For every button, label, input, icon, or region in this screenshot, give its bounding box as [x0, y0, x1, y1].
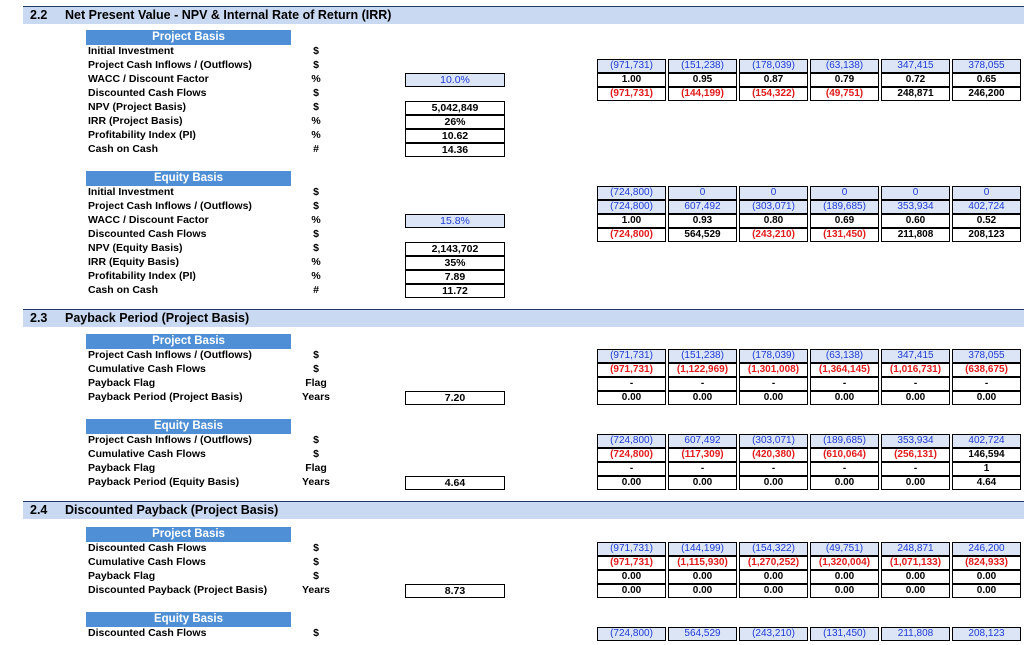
data-cell[interactable]: 0.00 [668, 391, 737, 405]
payback-project-period-row [597, 391, 1021, 404]
section-title: Payback Period (Project Basis) [65, 311, 250, 325]
npv-project-basis-header: Project Basis [86, 30, 291, 45]
data-cell[interactable]: (243,210) [739, 228, 808, 242]
row-unit: $ [313, 87, 319, 99]
row-unit: % [311, 129, 321, 141]
data-cell[interactable]: (49,751) [810, 542, 879, 556]
data-cell[interactable]: (189,685) [810, 434, 879, 448]
data-cell[interactable]: (144,199) [668, 542, 737, 556]
data-cell[interactable]: 0.00 [881, 476, 950, 490]
data-cell[interactable]: (971,731) [597, 556, 666, 570]
data-cell[interactable]: - [668, 377, 737, 391]
row-label: Cumulative Cash Flows [88, 556, 206, 568]
data-cell[interactable]: 378,055 [952, 349, 1021, 363]
data-cell[interactable]: - [668, 462, 737, 476]
row-unit: Flag [305, 377, 327, 389]
data-cell[interactable]: 0 [668, 186, 737, 200]
data-cell[interactable]: 0 [810, 186, 879, 200]
row-unit: Years [301, 476, 331, 488]
row-unit: $ [313, 200, 319, 212]
row-unit: % [311, 270, 321, 282]
npv-project-factors-row [597, 73, 1021, 86]
data-cell[interactable]: 146,594 [952, 448, 1021, 462]
row-label: Project Cash Inflows / (Outflows) [88, 59, 252, 71]
npv-equity-wacc-input[interactable]: 15.8% [405, 214, 505, 228]
data-cell[interactable]: 1.00 [597, 73, 666, 87]
data-cell[interactable]: - [881, 377, 950, 391]
data-cell[interactable]: 248,871 [881, 542, 950, 556]
data-cell[interactable]: (189,685) [810, 200, 879, 214]
payback-equity-inflows-row [597, 434, 1021, 447]
data-cell[interactable]: (144,199) [668, 87, 737, 101]
data-cell[interactable]: 0.00 [952, 584, 1021, 598]
data-cell[interactable]: 1.00 [597, 214, 666, 228]
section-header-discounted-payback [23, 501, 1024, 519]
data-cell[interactable]: (63,138) [810, 59, 879, 73]
npv-project-discounted-row [597, 87, 1021, 100]
data-cell[interactable]: (154,322) [739, 542, 808, 556]
payback-equity-period-value: 4.64 [405, 476, 505, 490]
row-label: NPV (Equity Basis) [88, 242, 183, 254]
data-cell[interactable]: - [810, 377, 879, 391]
dpayback-project-period-row [597, 584, 1021, 597]
data-cell[interactable]: (1,270,252) [739, 556, 808, 570]
row-label: Cumulative Cash Flows [88, 363, 206, 375]
data-cell[interactable]: 607,492 [668, 434, 737, 448]
data-cell[interactable]: 0.00 [810, 476, 879, 490]
data-cell[interactable]: 347,415 [881, 349, 950, 363]
data-cell[interactable]: 0.65 [952, 73, 1021, 87]
data-cell[interactable]: - [952, 377, 1021, 391]
data-cell[interactable]: - [810, 462, 879, 476]
data-cell[interactable]: 0.00 [597, 570, 666, 584]
row-label: Payback Period (Equity Basis) [88, 476, 240, 488]
data-cell[interactable]: (971,731) [597, 363, 666, 377]
row-unit: $ [313, 434, 319, 446]
data-cell[interactable]: (724,800) [597, 434, 666, 448]
dpayback-project-period-value: 8.73 [405, 584, 505, 598]
payback-equity-basis-header: Equity Basis [86, 419, 291, 434]
payback-equity-cumulative-row [597, 448, 1021, 461]
row-unit: $ [313, 45, 319, 57]
npv-equity-coc-value: 11.72 [405, 284, 505, 298]
data-cell[interactable]: 402,724 [952, 200, 1021, 214]
data-cell[interactable]: (971,731) [597, 59, 666, 73]
npv-project-wacc-input[interactable]: 10.0% [405, 73, 505, 87]
row-label: Cumulative Cash Flows [88, 448, 206, 460]
payback-equity-period-row [597, 476, 1021, 489]
data-cell[interactable]: 0.79 [810, 73, 879, 87]
data-cell[interactable]: (1,301,008) [739, 363, 808, 377]
data-cell[interactable]: 0 [952, 186, 1021, 200]
data-cell[interactable]: 248,871 [881, 87, 950, 101]
row-unit: $ [313, 101, 319, 113]
data-cell[interactable]: 1 [952, 462, 1021, 476]
npv-equity-inflows-row [597, 200, 1021, 213]
data-cell[interactable]: (610,064) [810, 448, 879, 462]
data-cell[interactable]: (303,071) [739, 434, 808, 448]
row-label: Profitability Index (PI) [88, 270, 196, 282]
data-cell[interactable]: 0.00 [668, 570, 737, 584]
payback-project-inflows-row [597, 349, 1021, 362]
data-cell[interactable]: (971,731) [597, 349, 666, 363]
row-label: IRR (Equity Basis) [88, 256, 180, 268]
npv-equity-npv-value: 2,143,702 [405, 242, 505, 256]
data-cell[interactable]: 0.93 [668, 214, 737, 228]
row-unit: % [311, 115, 321, 127]
row-unit: $ [313, 349, 319, 361]
dpayback-project-cumulative-row [597, 556, 1021, 569]
row-unit: % [311, 73, 321, 85]
data-cell[interactable]: 564,529 [668, 627, 737, 641]
data-cell[interactable]: (724,800) [597, 200, 666, 214]
data-cell[interactable]: (420,380) [739, 448, 808, 462]
data-cell[interactable]: 246,200 [952, 87, 1021, 101]
npv-project-coc-value: 14.36 [405, 143, 505, 157]
row-unit: Years [301, 584, 331, 596]
data-cell[interactable]: 0.00 [952, 391, 1021, 405]
dpayback-project-basis-header: Project Basis [86, 527, 291, 542]
data-cell[interactable]: (724,800) [597, 228, 666, 242]
data-cell[interactable]: 0.00 [739, 584, 808, 598]
npv-project-irr-value: 26% [405, 115, 505, 129]
data-cell[interactable]: (49,751) [810, 87, 879, 101]
row-label: Payback Period (Project Basis) [88, 391, 243, 403]
data-cell[interactable]: 564,529 [668, 228, 737, 242]
row-unit: # [313, 284, 319, 296]
section-title: Discounted Payback (Project Basis) [65, 503, 279, 517]
data-cell[interactable]: 0 [881, 186, 950, 200]
data-cell[interactable]: 0.72 [881, 73, 950, 87]
data-cell[interactable]: 353,934 [881, 200, 950, 214]
data-cell[interactable]: 0.87 [739, 73, 808, 87]
row-unit: $ [313, 186, 319, 198]
data-cell[interactable]: 0.00 [597, 584, 666, 598]
row-unit: Flag [305, 462, 327, 474]
payback-project-basis-header: Project Basis [86, 334, 291, 349]
data-cell[interactable]: - [597, 462, 666, 476]
data-cell[interactable]: (151,238) [668, 349, 737, 363]
payback-equity-flag-row [597, 462, 1021, 475]
data-cell[interactable]: 0.00 [739, 391, 808, 405]
row-label: Discounted Cash Flows [88, 627, 207, 639]
row-label: Cash on Cash [88, 284, 159, 296]
data-cell[interactable]: (1,016,731) [881, 363, 950, 377]
data-cell[interactable]: 0.80 [739, 214, 808, 228]
dpayback-project-discounted-row [597, 542, 1021, 555]
data-cell[interactable]: 0.00 [810, 570, 879, 584]
row-label: Project Cash Inflows / (Outflows) [88, 349, 252, 361]
data-cell[interactable]: 246,200 [952, 542, 1021, 556]
npv-equity-irr-value: 35% [405, 256, 505, 270]
row-label: Initial Investment [88, 45, 174, 57]
data-cell[interactable]: 211,808 [881, 627, 950, 641]
data-cell[interactable]: (638,675) [952, 363, 1021, 377]
data-cell[interactable]: - [739, 462, 808, 476]
row-label: Payback Flag [88, 377, 156, 389]
row-label: WACC / Discount Factor [88, 214, 209, 226]
data-cell[interactable]: 607,492 [668, 200, 737, 214]
section-title: Net Present Value - NPV & Internal Rate of Return (IRR) [65, 8, 392, 22]
data-cell[interactable]: 0.60 [881, 214, 950, 228]
data-cell[interactable]: 0.95 [668, 73, 737, 87]
data-cell[interactable]: 0.00 [810, 584, 879, 598]
data-cell[interactable]: (971,731) [597, 87, 666, 101]
data-cell[interactable]: (117,309) [668, 448, 737, 462]
npv-equity-pi-value: 7.89 [405, 270, 505, 284]
data-cell[interactable]: (724,800) [597, 448, 666, 462]
data-cell[interactable]: 0 [739, 186, 808, 200]
data-cell[interactable]: 0.00 [668, 476, 737, 490]
data-cell[interactable]: (63,138) [810, 349, 879, 363]
data-cell[interactable]: (724,800) [597, 186, 666, 200]
data-cell[interactable]: (131,450) [810, 627, 879, 641]
data-cell[interactable]: (151,238) [668, 59, 737, 73]
section-number: 2.3 [30, 311, 48, 325]
dpayback-project-flag-row [597, 570, 1021, 583]
data-cell[interactable]: (303,071) [739, 200, 808, 214]
data-cell[interactable]: 211,808 [881, 228, 950, 242]
data-cell[interactable]: 0.00 [881, 584, 950, 598]
row-label: NPV (Project Basis) [88, 101, 187, 113]
data-cell[interactable]: (243,210) [739, 627, 808, 641]
data-cell[interactable]: (1,071,133) [881, 556, 950, 570]
row-label: Discounted Cash Flows [88, 87, 207, 99]
row-label: Initial Investment [88, 186, 174, 198]
data-cell[interactable]: (971,731) [597, 542, 666, 556]
data-cell[interactable]: (1,115,930) [668, 556, 737, 570]
data-cell[interactable]: - [739, 377, 808, 391]
data-cell[interactable]: 0.52 [952, 214, 1021, 228]
data-cell[interactable]: - [597, 377, 666, 391]
row-label: Payback Flag [88, 570, 156, 582]
data-cell[interactable]: (131,450) [810, 228, 879, 242]
section-number: 2.4 [30, 503, 48, 517]
data-cell[interactable]: 0.00 [668, 584, 737, 598]
payback-project-cumulative-row [597, 363, 1021, 376]
row-label: Project Cash Inflows / (Outflows) [88, 434, 252, 446]
data-cell[interactable]: 0.69 [810, 214, 879, 228]
row-label: WACC / Discount Factor [88, 73, 209, 85]
row-unit: $ [313, 627, 319, 639]
row-unit: % [311, 256, 321, 268]
data-cell[interactable]: 208,123 [952, 228, 1021, 242]
row-unit: $ [313, 59, 319, 71]
data-cell[interactable]: 0.00 [881, 570, 950, 584]
data-cell[interactable]: (724,800) [597, 627, 666, 641]
data-cell[interactable]: 208,123 [952, 627, 1021, 641]
data-cell[interactable]: 0.00 [597, 391, 666, 405]
data-cell[interactable]: (1,320,004) [810, 556, 879, 570]
row-unit: $ [313, 556, 319, 568]
data-cell[interactable]: (1,122,969) [668, 363, 737, 377]
row-unit: $ [313, 542, 319, 554]
npv-equity-investment-row [597, 186, 1021, 199]
row-unit: # [313, 143, 319, 155]
npv-project-pi-value: 10.62 [405, 129, 505, 143]
npv-equity-discounted-row [597, 228, 1021, 241]
row-unit: $ [313, 228, 319, 240]
data-cell[interactable]: 347,415 [881, 59, 950, 73]
row-unit: % [311, 214, 321, 226]
data-cell[interactable]: (178,039) [739, 59, 808, 73]
data-cell[interactable]: (154,322) [739, 87, 808, 101]
row-unit: $ [313, 363, 319, 375]
row-label: IRR (Project Basis) [88, 115, 183, 127]
section-number: 2.2 [30, 8, 48, 22]
data-cell[interactable]: 0.00 [952, 570, 1021, 584]
data-cell[interactable]: 4.64 [952, 476, 1021, 490]
npv-equity-factors-row [597, 214, 1021, 227]
dpayback-equity-discounted-row [597, 627, 1021, 640]
section-header-npv [23, 6, 1024, 24]
data-cell[interactable]: (824,933) [952, 556, 1021, 570]
npv-project-npv-value: 5,042,849 [405, 101, 505, 115]
data-cell[interactable]: 0.00 [810, 391, 879, 405]
data-cell[interactable]: 0.00 [597, 476, 666, 490]
row-unit: $ [313, 242, 319, 254]
row-label: Discounted Cash Flows [88, 228, 207, 240]
row-unit: $ [313, 570, 319, 582]
data-cell[interactable]: 378,055 [952, 59, 1021, 73]
section-header-payback [23, 309, 1024, 327]
payback-project-period-value: 7.20 [405, 391, 505, 405]
npv-project-inflows-row [597, 59, 1021, 72]
data-cell[interactable]: - [881, 462, 950, 476]
row-label: Discounted Cash Flows [88, 542, 207, 554]
row-label: Payback Flag [88, 462, 156, 474]
row-unit: $ [313, 448, 319, 460]
payback-project-flag-row [597, 377, 1021, 390]
data-cell[interactable]: (256,131) [881, 448, 950, 462]
data-cell[interactable]: (178,039) [739, 349, 808, 363]
row-label: Cash on Cash [88, 143, 159, 155]
row-label: Discounted Payback (Project Basis) [88, 584, 268, 596]
data-cell[interactable]: 0.00 [881, 391, 950, 405]
data-cell[interactable]: 402,724 [952, 434, 1021, 448]
data-cell[interactable]: 353,934 [881, 434, 950, 448]
row-label: Profitability Index (PI) [88, 129, 196, 141]
data-cell[interactable]: (1,364,145) [810, 363, 879, 377]
data-cell[interactable]: 0.00 [739, 570, 808, 584]
dpayback-equity-basis-header: Equity Basis [86, 612, 291, 627]
data-cell[interactable]: 0.00 [739, 476, 808, 490]
npv-equity-basis-header: Equity Basis [86, 171, 291, 186]
row-label: Project Cash Inflows / (Outflows) [88, 200, 252, 212]
row-unit: Years [301, 391, 331, 403]
